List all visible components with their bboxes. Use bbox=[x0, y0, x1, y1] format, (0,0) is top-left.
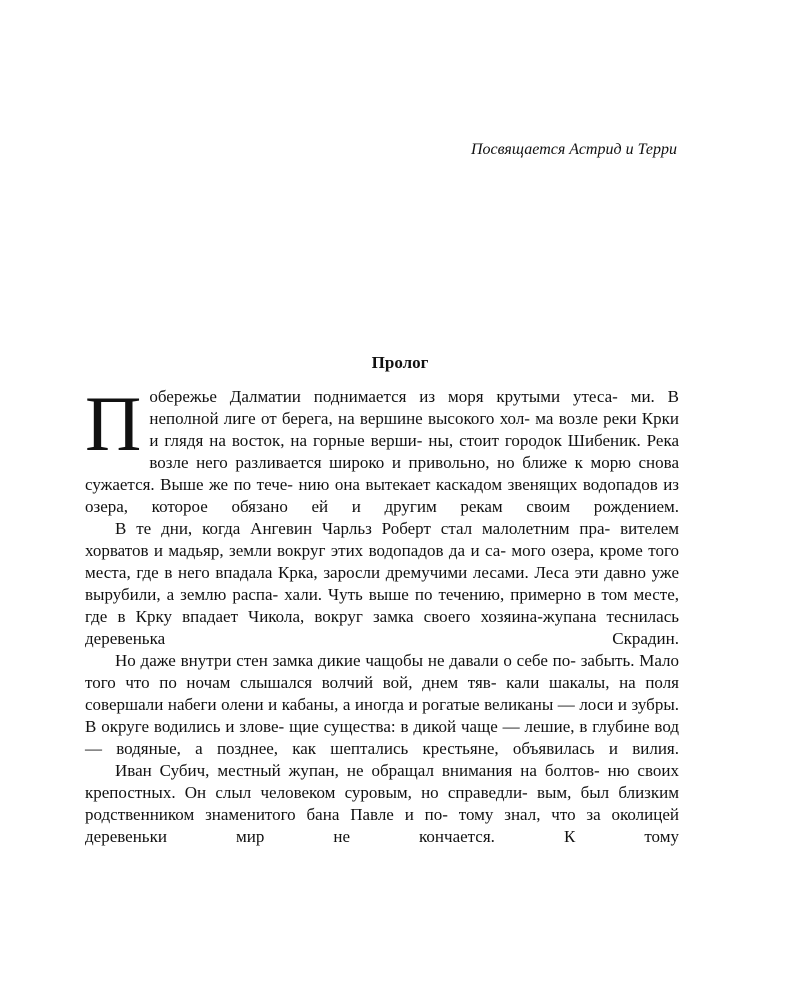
text-line: ма возле реки Крки и глядя на восток, на горные верши- bbox=[149, 409, 680, 450]
text-line: вым, был близким родственником знаменитого бана Павле и по- bbox=[85, 783, 680, 824]
text-line: мого озера, кроме того места, где в него впадала Крка, заросли bbox=[85, 541, 680, 582]
paragraph-1 bbox=[85, 380, 680, 518]
text-line: нию она вытекает каскадом звенящих водопадов из озера, которое bbox=[85, 475, 680, 516]
text-line: и рогатые великаны — лоси и зубры. В округе водились и злове- bbox=[85, 695, 679, 736]
text-line: ми. В неполной лиге от берега, на вершине высокого хол- bbox=[149, 387, 679, 428]
text-line: деревенька Скрадин. bbox=[85, 629, 679, 648]
text-line: дремучими лесами. Леса эти давно уже вырубили, а землю распа- bbox=[85, 563, 680, 604]
drop-cap: П bbox=[85, 380, 142, 467]
text-line: забыть. Мало того что по ночам слышался волчий вой, днем тяв- bbox=[85, 651, 680, 692]
text-line: тому знал, что за околицей деревеньки мир не кончается. К тому bbox=[85, 805, 680, 846]
dedication: Посвящается Астрид и Терри bbox=[471, 141, 677, 158]
text-line: ны, стоит городок Шибеник. Река возле него разливается широко bbox=[149, 431, 680, 472]
body-text bbox=[85, 380, 680, 848]
text-line: позднее, как шептались крестьяне, объявилась и вилия. bbox=[216, 739, 679, 758]
text-line: щие существа: в дикой чаще — лешие, в глубине вод — водяные, а bbox=[85, 717, 680, 758]
text-line: Но даже внутри стен замка дикие чащобы не давали о себе по- bbox=[115, 651, 576, 670]
text-line: В те дни, когда Ангевин Чарльз Роберт стал малолетним пра- bbox=[115, 519, 611, 538]
text-line: и привольно, но ближе к морю снова сужается. Выше же по тече- bbox=[85, 453, 679, 494]
text-line: хали. Чуть выше по течению, примерно в том месте, где в Крку bbox=[85, 585, 679, 626]
text-line: Иван Субич, местный жупан, не обращал внимания на болтов- bbox=[115, 761, 600, 780]
text-line: кали шакалы, на поля совершали набеги олени и кабаны, а иногда bbox=[85, 673, 679, 714]
paragraph-3 bbox=[85, 650, 679, 760]
chapter-title: Пролог bbox=[371, 353, 429, 372]
text-line: обережье Далматии поднимается из моря крутыми утеса- bbox=[149, 387, 618, 406]
text-line: вителем хорватов и мадьяр, земли вокруг этих водопадов да и са- bbox=[85, 519, 679, 560]
text-line: обязано ей и другим рекам своим рождением. bbox=[231, 497, 680, 516]
paragraph-2 bbox=[85, 518, 679, 650]
text-line: ню своих крепостных. Он слыл человеком суровым, но справедли- bbox=[85, 761, 679, 802]
paragraph-4 bbox=[85, 760, 679, 848]
text-line: впадает Чикола, вокруг замка своего хозяина-жупана теснилась bbox=[182, 607, 679, 626]
